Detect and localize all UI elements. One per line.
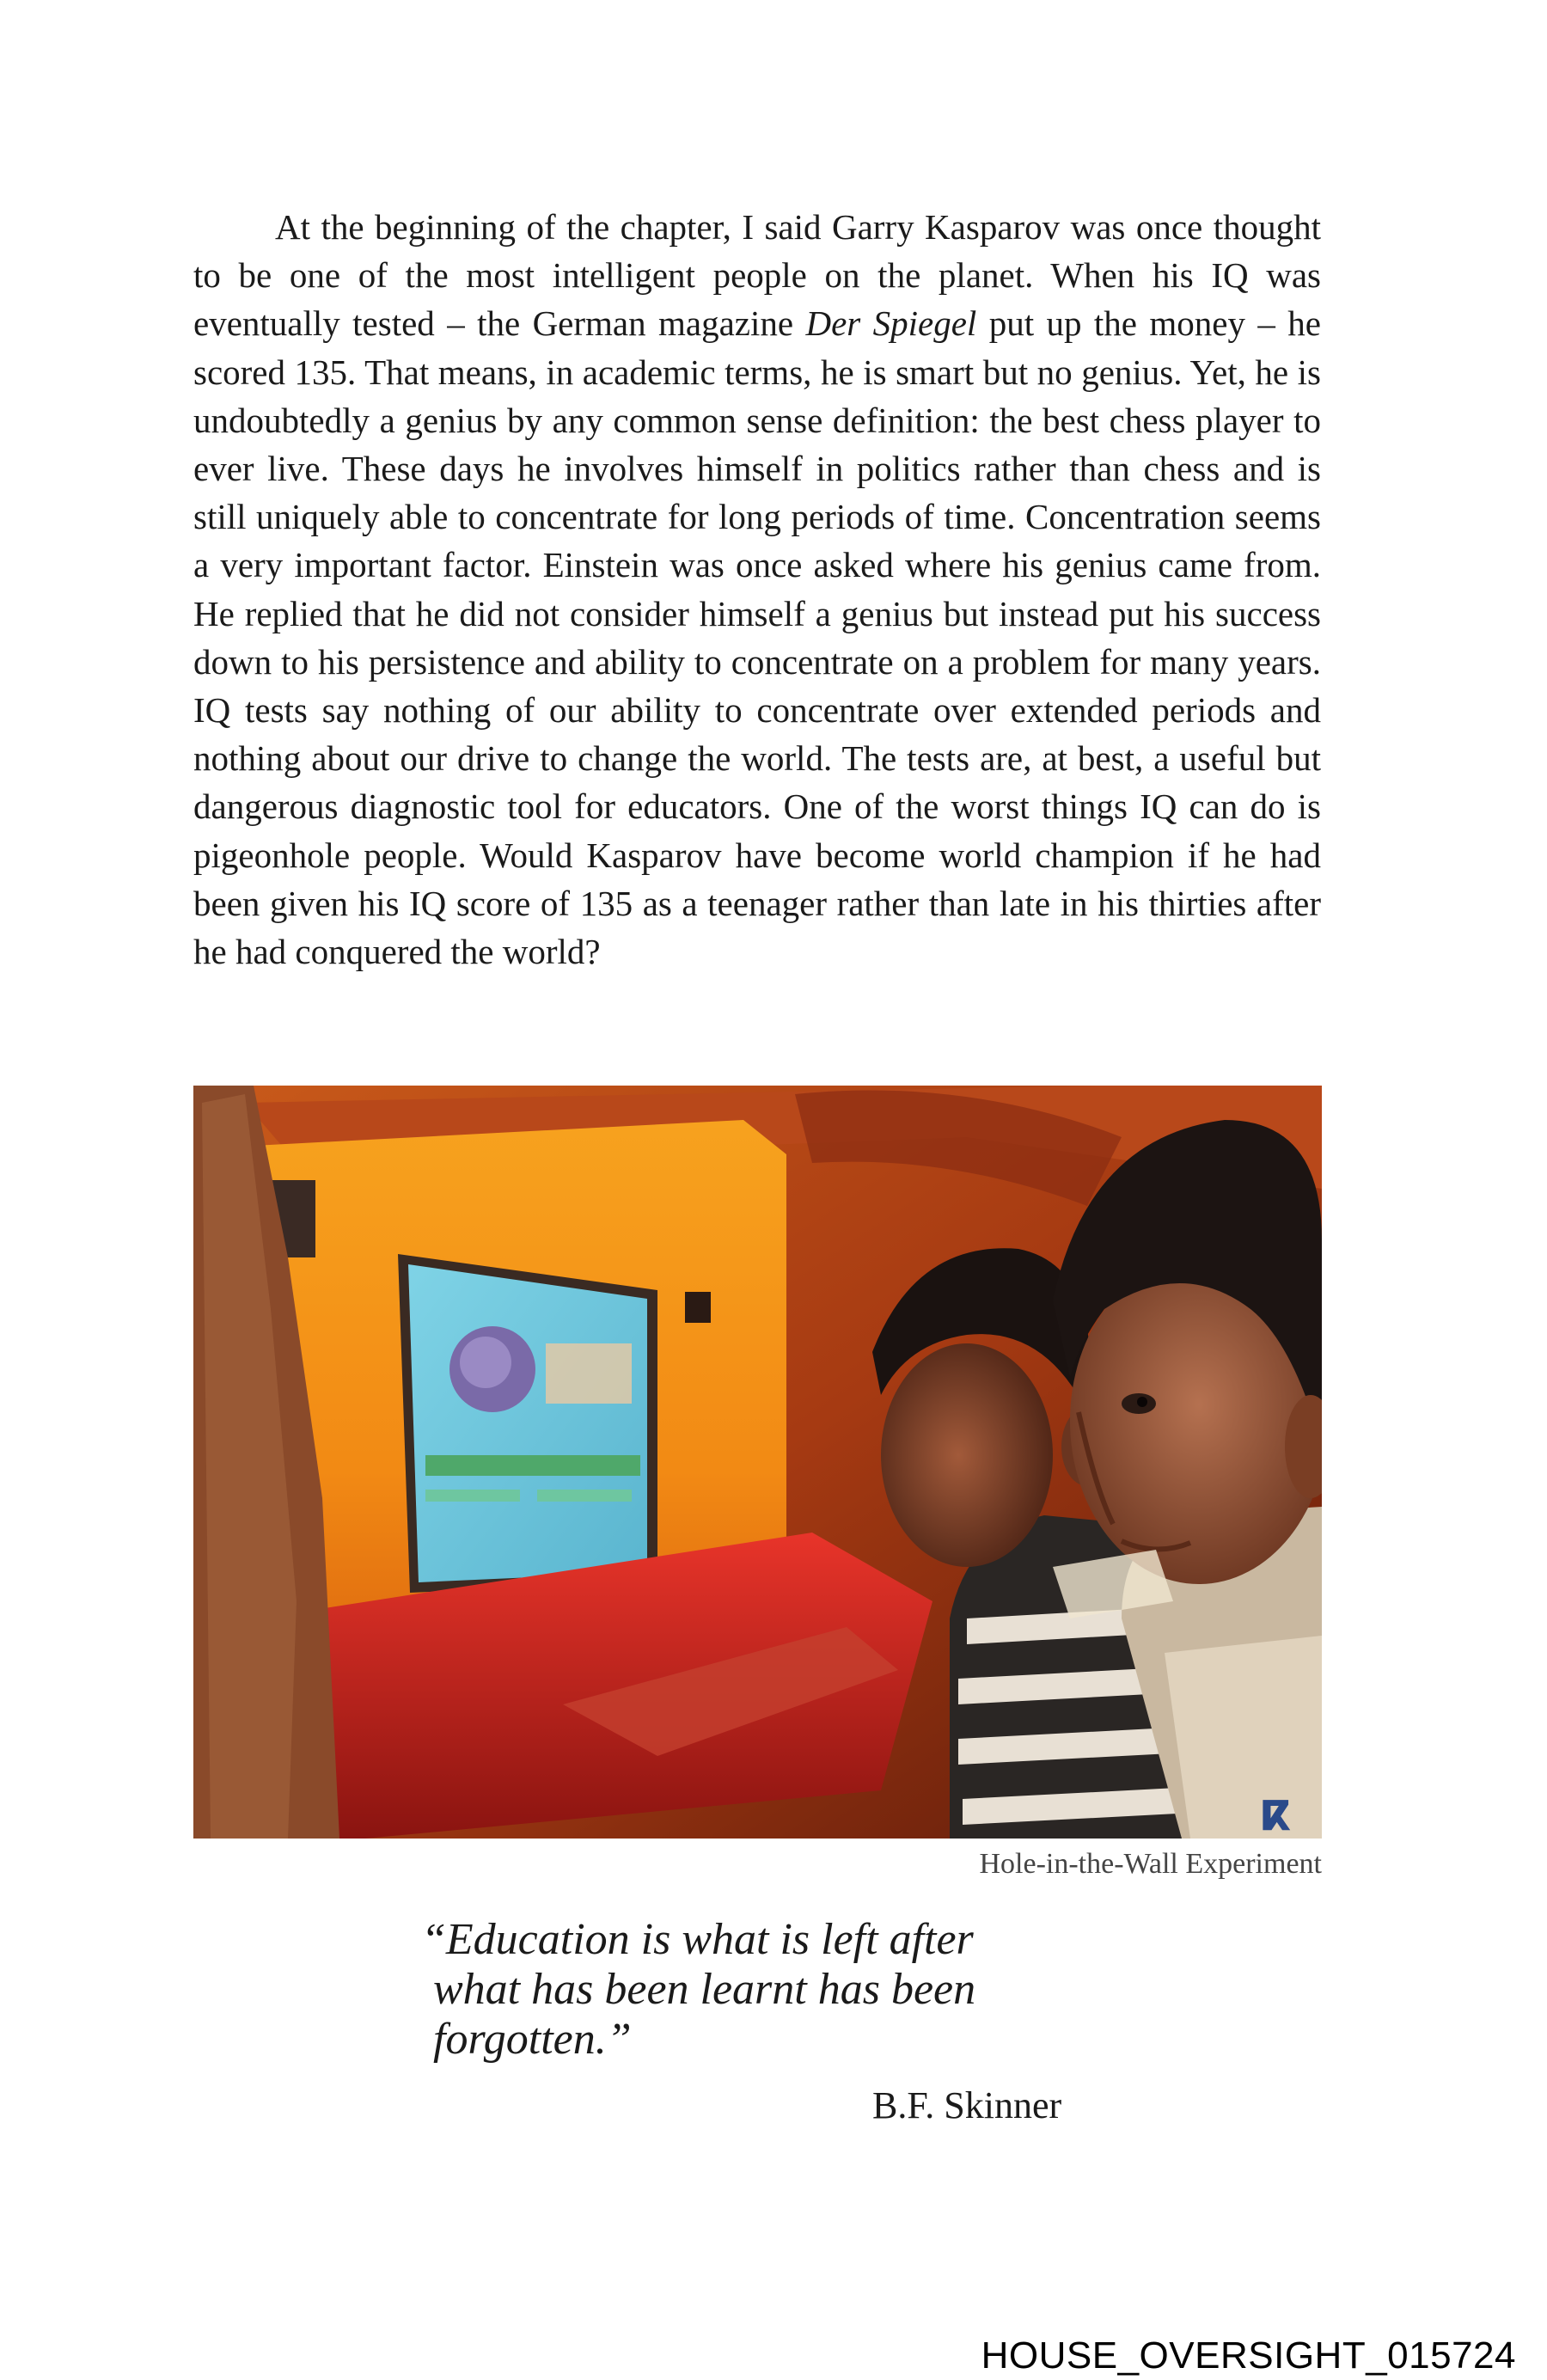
body-text-end: put up the money – he scored 135. That means, in academic terms, he is smart but no genius. Yet, he is undoubtedly a genius by any common sense definition: the best chess player to ever live. These days he involves himself in politics rather than chess and is still uniquely able to concentrate for long periods of time. Concentration seems a very important factor. Einstein was once asked where his genius came from. He replied that he did not consider himself a genius but instead put his success down to his persistence and ability to concentrate on a problem for many years. IQ tests say nothing of our ability to concentrate over extended periods and nothing about our drive to change the world. The tests are, at best, a useful but dangerous diagnostic tool for educators. One of the worst things IQ can do is pigeonhole people. Would Kasparov have become world champion if he had been given his IQ score of 135 as a teenager rather than late in his thirties after he had conquered the world? <box>193 303 1321 972</box>
quote-line-3: forgotten.” <box>433 2015 632 2064</box>
quote-line-1: “Education is what is left after <box>421 1915 974 1964</box>
magazine-title: Der Spiegel <box>805 303 977 344</box>
body-text-start: At the beginning of the chapter, I said Garry Kasparov was once thought to be one of the most intelligent people on the planet. When his IQ was eventually tested – the German magazine <box>193 207 1321 344</box>
quote-line-2: what has been learnt has been <box>433 1965 976 2014</box>
photo-caption: Hole-in-the-Wall Experiment <box>979 1848 1322 1880</box>
hole-in-the-wall-photo <box>193 1086 1322 1839</box>
photo-illustration <box>193 1086 1322 1839</box>
body-paragraph <box>193 203 1321 976</box>
epigraph-quote <box>421 1915 1074 2065</box>
quote-attribution: B.F. Skinner <box>872 2084 1062 2126</box>
watermark-glyph: ⴽ <box>1259 1792 1291 1839</box>
bates-number: HOUSE_OVERSIGHT_015724 <box>981 2334 1516 2377</box>
